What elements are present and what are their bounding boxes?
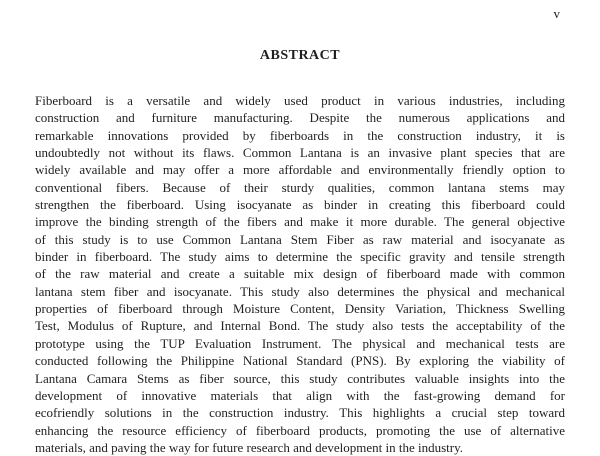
abstract-line: Test, Modulus of Rupture, and Internal Bond. The study also tests the acceptability of the [35,318,565,334]
abstract-line: binder in fiberboard. The study aims to determine the specific gravity and tensile strength [35,249,565,265]
abstract-line: prototype using the TUP Evaluation Instrument. The physical and mechanical tests are [35,335,565,351]
abstract-line: enhancing the resource efficiency of fiberboard products, promoting the use of alternative [35,422,565,438]
abstract-line: ecofriendly solutions in the construction industry. This highlights a crucial step toward [35,405,565,421]
abstract-line: undoubtedly not without its flaws. Common Lantana is an invasive plant species that are [35,145,565,161]
abstract-paragraph [35,92,565,456]
abstract-line: strengthen the fiberboard. Using isocyanate as binder in creating this fiberboard could [35,197,565,213]
abstract-line: lantana stem fiber and isocyanate. This study also determines the physical and mechanical [35,283,565,299]
abstract-line: Fiberboard is a versatile and widely used product in various industries, including [35,93,565,108]
abstract-heading: ABSTRACT [259,48,341,63]
abstract-line: development of innovative materials that align with the fast-growing demand for [35,387,565,403]
abstract-line: improve the binding strength of the fibers and make it more durable. The general objective [35,214,565,230]
abstract-line: construction and furniture manufacturing. Despite the numerous applications and [35,110,565,126]
abstract-line: widely available and may offer a more affordable and environmentally friendly option to [35,162,565,178]
abstract-line: materials, and paving the way for future research and development in the industry. [35,439,464,455]
abstract-line: of the raw material and create a suitable mix design of fiberboard made with common [35,266,565,282]
abstract-line: Lantana Camara Stems as fiber source, this study contributes valuable insights into the [35,370,565,386]
abstract-line: of this study is to use Common Lantana Stem Fiber as raw material and isocyanate as [35,231,565,247]
page-number: v [553,6,560,21]
abstract-line: conducted following the Philippine National Standard (PNS). By exploring the viability of [35,353,565,369]
abstract-line: properties of fiberboard through Moisture Content, Density Variation, Thickness Swelling [35,301,565,317]
abstract-line: remarkable innovations provided by fiberboards in the construction industry, it is [35,127,565,143]
abstract-line: conventional fibers. Because of their sturdy qualities, common lantana stems may [35,179,565,195]
